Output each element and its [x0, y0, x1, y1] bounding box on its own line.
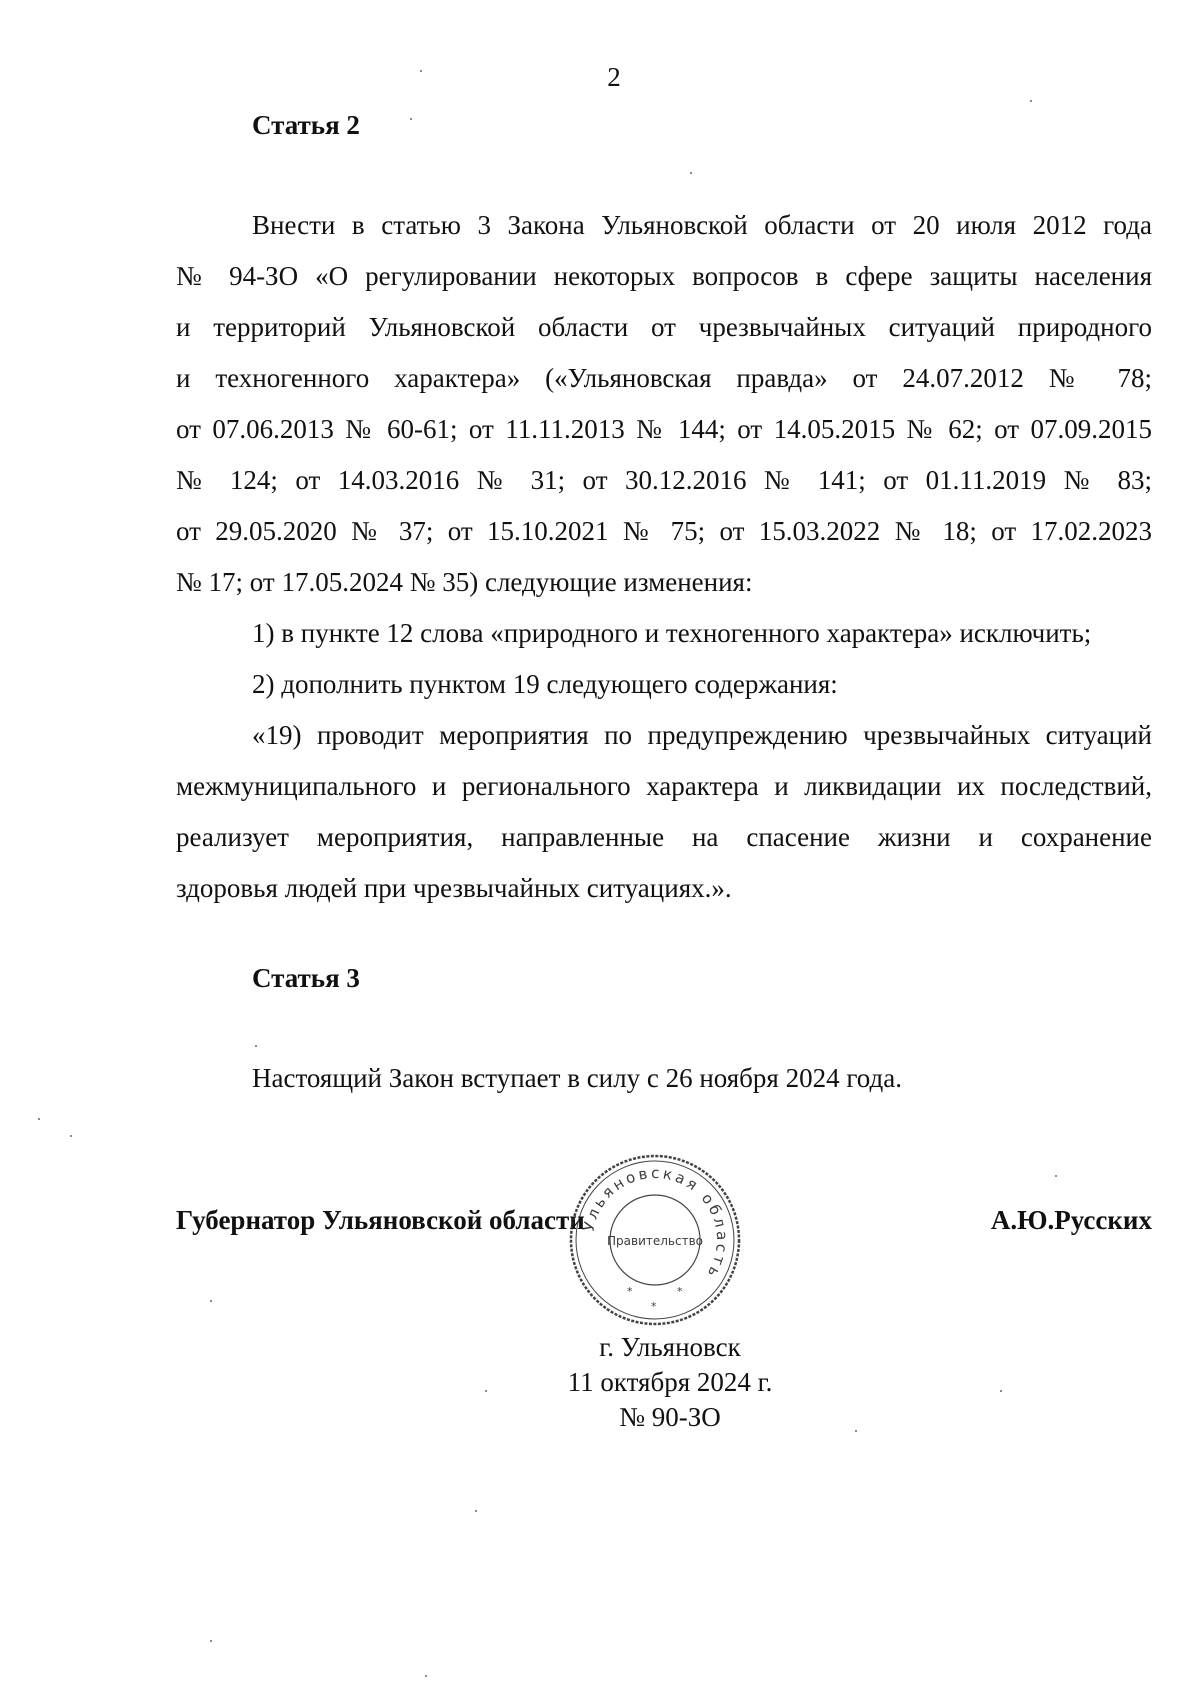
article-3-heading: Статья 3 [252, 963, 360, 993]
scan-speck [420, 70, 422, 72]
law-number: № 90-ЗО [619, 1402, 721, 1432]
scan-speck [1030, 100, 1032, 102]
scan-speck [410, 118, 412, 120]
article-2-line: № 17; от 17.05.2024 № 35) следующие изменения: [176, 567, 753, 597]
scan-speck [255, 1045, 257, 1047]
scan-speck [210, 1640, 212, 1642]
article-2-heading: Статья 2 [252, 110, 360, 140]
issue-date: 11 октября 2024 г. [567, 1367, 773, 1397]
signatory-name: А.Ю.Русских [990, 1205, 1152, 1235]
article-3-text: Настоящий Закон вступает в силу с 26 ноября 2024 года. [252, 1063, 902, 1093]
scan-speck [690, 172, 692, 174]
article-2-body [176, 200, 1152, 914]
scan-speck [485, 1390, 487, 1392]
issue-details [520, 1330, 820, 1435]
article-2-line: и территорий Ульяновской области от чрезвычайных ситуаций природного [176, 312, 1152, 342]
scan-speck [1000, 1390, 1002, 1392]
scan-speck [475, 1510, 477, 1512]
amendment-quote-line: реализует мероприятия, направленные на спасение жизни и сохранение [176, 822, 1152, 852]
svg-text:*: * [677, 1285, 683, 1298]
article-2-line: № 94-ЗО «О регулировании некоторых вопросов в сфере защиты населения [176, 261, 1152, 291]
scan-speck [210, 1300, 212, 1302]
article-2-line: от 07.06.2013 № 60-61; от 11.11.2013 № 144; от 14.05.2015 № 62; от 07.09.2015 [176, 414, 1152, 444]
amendment-item-2: 2) дополнить пунктом 19 следующего содержания: [252, 669, 838, 699]
amendment-quote-line: межмуниципального и регионального характера и ликвидации их последствий, [176, 771, 1152, 801]
signatory-position: Губернатор Ульяновской области [176, 1205, 585, 1235]
scan-speck [70, 1135, 72, 1137]
article-3-body [252, 1053, 1152, 1104]
page-number: 2 [607, 62, 621, 92]
scan-speck [855, 1430, 857, 1432]
article-2-line: № 124; от 14.03.2016 № 31; от 30.12.2016 № 141; от 01.11.2019 № 83; [176, 465, 1152, 495]
official-seal [565, 1150, 745, 1330]
seal-ring-text: Ульяновская область [579, 1163, 732, 1283]
seal-center-text: Правительство [607, 1234, 703, 1248]
amendment-quote-line: здоровья людей при чрезвычайных ситуациях.». [176, 873, 732, 903]
issue-city: г. Ульяновск [599, 1332, 741, 1362]
scan-speck [425, 1675, 427, 1677]
article-2-line: и техногенного характера» («Ульяновская правда» от 24.07.2012 № 78; [176, 363, 1152, 393]
article-2-line: от 29.05.2020 № 37; от 15.10.2021 № 75; от 15.03.2022 № 18; от 17.02.2023 [176, 516, 1152, 546]
amendment-item-1: 1) в пункте 12 слова «природного и техногенного характера» исключить; [252, 618, 1092, 648]
article-2-line: Внести в статью 3 Закона Ульяновской области от 20 июля 2012 года [252, 210, 1152, 240]
svg-text:*: * [627, 1285, 633, 1298]
amendment-quote-line: «19) проводит мероприятия по предупреждению чрезвычайных ситуаций [252, 720, 1152, 750]
svg-text:*: * [651, 1300, 657, 1313]
scan-speck [1055, 1175, 1057, 1177]
scan-speck [38, 1118, 40, 1120]
